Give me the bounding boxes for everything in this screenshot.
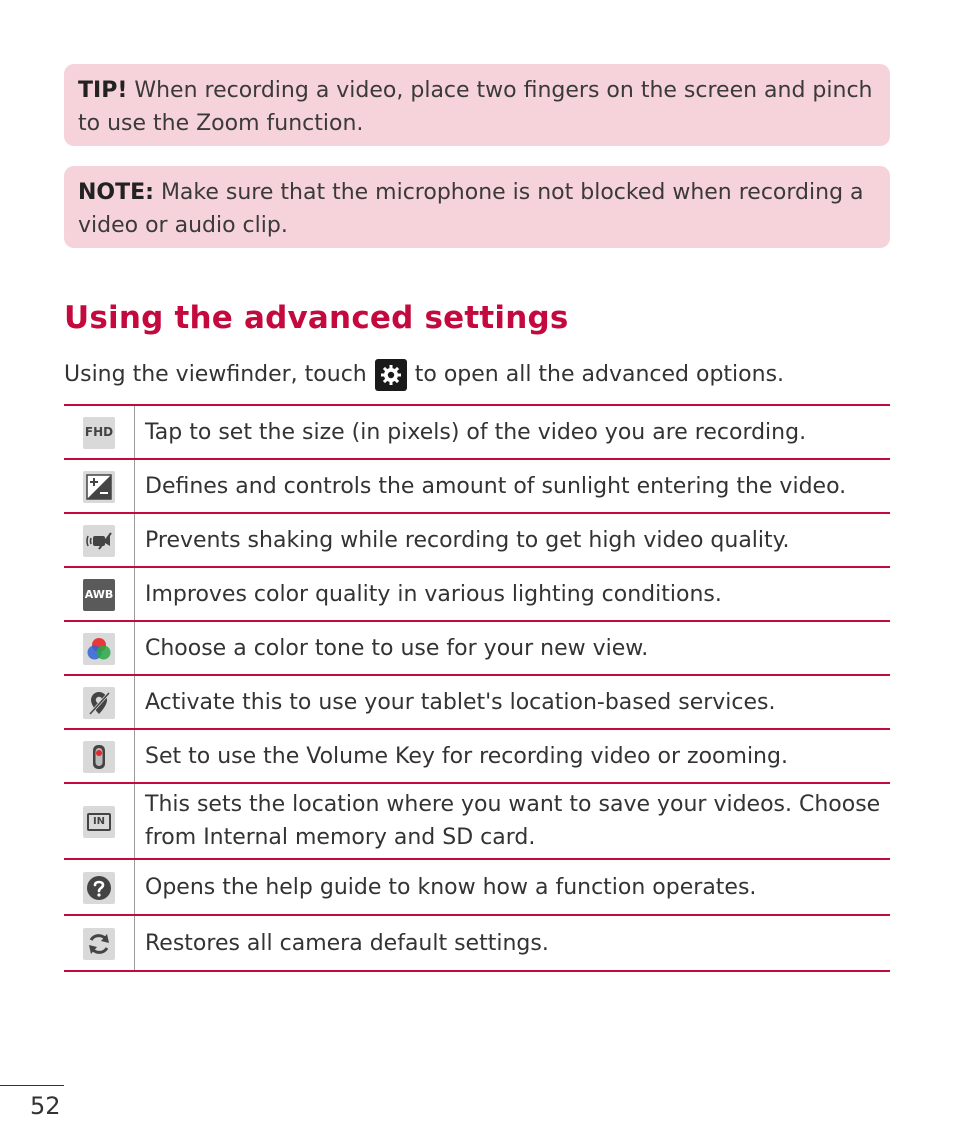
geotag-icon	[83, 687, 115, 719]
anti-shake-icon	[83, 525, 115, 557]
volume-key-icon	[83, 741, 115, 773]
icon-cell	[64, 859, 135, 915]
row-description: Opens the help guide to know how a function operates.	[135, 859, 891, 915]
table-row	[64, 513, 890, 567]
icon-cell	[64, 405, 135, 459]
icon-cell	[64, 915, 135, 971]
storage-icon	[83, 806, 115, 838]
table-row	[64, 621, 890, 675]
intro-text-after: to open all the advanced options.	[414, 362, 785, 387]
row-description: Choose a color tone to use for your new view.	[135, 621, 891, 675]
table-row	[64, 567, 890, 621]
tip-label: TIP!	[78, 78, 128, 103]
table-row	[64, 405, 890, 459]
storage-icon-text: IN	[87, 813, 111, 831]
icon-cell	[64, 621, 135, 675]
gear-icon	[375, 359, 407, 391]
advanced-settings-table	[64, 404, 890, 972]
table-row	[64, 459, 890, 513]
page-number-rule	[0, 1085, 64, 1086]
row-description: Improves color quality in various lighting conditions.	[135, 567, 891, 621]
page-number: 52	[30, 1092, 61, 1120]
fhd-icon-text: FHD	[84, 425, 114, 439]
intro-text-before: Using the viewfinder, touch	[64, 362, 367, 387]
icon-cell	[64, 513, 135, 567]
white-balance-icon	[83, 579, 115, 611]
video-size-fhd-icon	[83, 417, 115, 449]
note-label: NOTE:	[78, 180, 154, 205]
table-row	[64, 675, 890, 729]
color-effect-icon	[83, 633, 115, 665]
icon-cell	[64, 459, 135, 513]
brightness-icon	[83, 471, 115, 503]
row-description: Prevents shaking while recording to get high video quality.	[135, 513, 891, 567]
table-row	[64, 729, 890, 783]
row-description: Tap to set the size (in pixels) of the video you are recording.	[135, 405, 891, 459]
icon-cell	[64, 675, 135, 729]
section-heading: Using the advanced settings	[64, 300, 569, 336]
intro-paragraph	[64, 358, 784, 392]
table-row	[64, 859, 890, 915]
table-row	[64, 915, 890, 971]
note-text: Make sure that the microphone is not blocked when recording a video or audio clip.	[78, 180, 864, 238]
reset-icon	[83, 928, 115, 960]
awb-icon-text: AWB	[84, 588, 114, 601]
row-description: Defines and controls the amount of sunlight entering the video.	[135, 459, 891, 513]
icon-cell	[64, 783, 135, 859]
table-row	[64, 783, 890, 859]
icon-cell	[64, 729, 135, 783]
tip-text: When recording a video, place two fingers on the screen and pinch to use the Zoom function.	[78, 78, 873, 136]
row-description: Restores all camera default settings.	[135, 915, 891, 971]
row-description: Activate this to use your tablet's location-based services.	[135, 675, 891, 729]
row-description: Set to use the Volume Key for recording video or zooming.	[135, 729, 891, 783]
tip-callout	[64, 64, 890, 146]
icon-cell	[64, 567, 135, 621]
note-callout	[64, 166, 890, 248]
row-description: This sets the location where you want to save your videos. Choose from Internal memory and SD card.	[135, 783, 891, 859]
help-icon	[83, 872, 115, 904]
